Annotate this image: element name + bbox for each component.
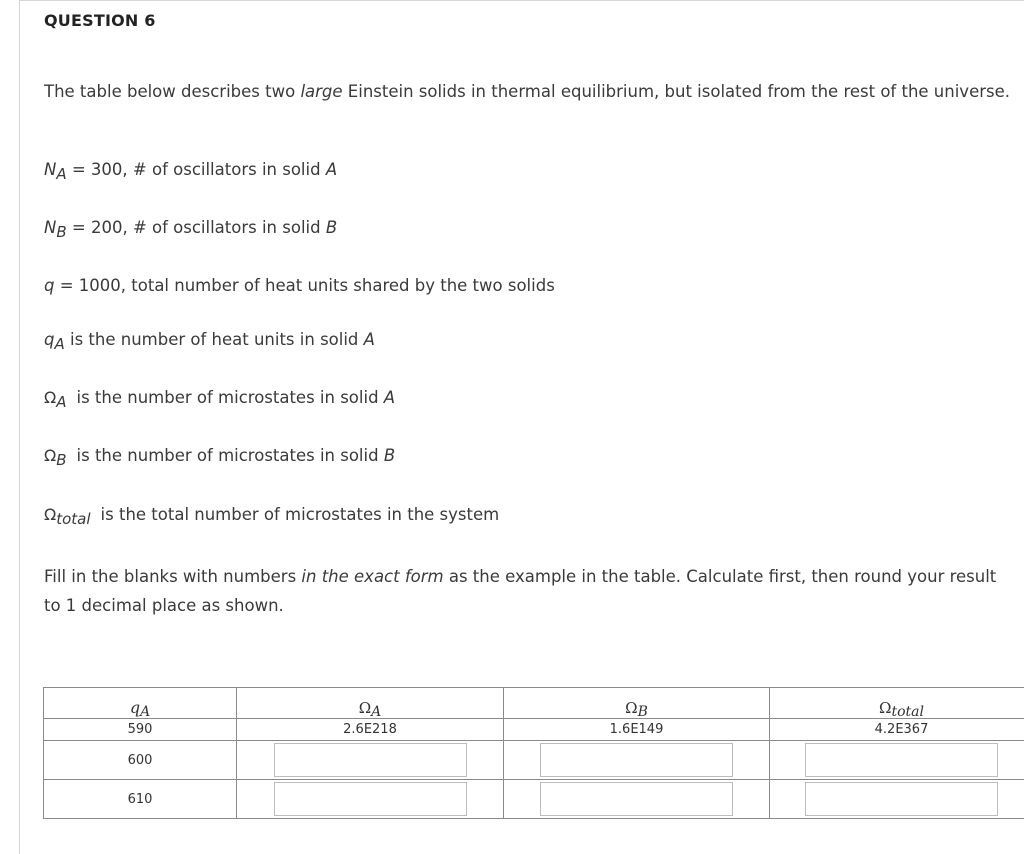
- instructions-emph: in the exact form: [301, 567, 444, 586]
- header-omega-b-subscript: B: [637, 704, 648, 720]
- row2-omega-b-cell: [504, 780, 770, 819]
- row2-omega-total-cell: [770, 780, 1024, 819]
- definition-omega-a: [44, 388, 396, 411]
- omega-b-tail: B: [383, 446, 396, 465]
- table-row: [44, 741, 1024, 780]
- row2-omega-a-cell: [237, 780, 504, 819]
- intro-before: The table below describes two: [44, 82, 301, 101]
- na-symbol: N: [44, 160, 57, 179]
- row1-omega-total-input[interactable]: [805, 743, 998, 777]
- instructions-before: Fill in the blanks with numbers: [44, 567, 302, 586]
- table-header-row: [44, 688, 1024, 719]
- nb-tail: B: [325, 218, 338, 237]
- omega-b-subscript: B: [56, 451, 67, 469]
- definition-q: [44, 276, 555, 295]
- qa-tail: A: [363, 330, 375, 349]
- header-omega-a: [237, 688, 504, 719]
- q-symbol: q: [44, 276, 55, 295]
- row2-qa: 610: [44, 780, 237, 819]
- header-omega-b: [504, 688, 770, 719]
- omega-b-symbol: Ω: [44, 446, 57, 465]
- definition-omega-b: [44, 446, 396, 469]
- table-row: [44, 780, 1024, 819]
- intro-emph: large: [300, 82, 343, 101]
- omega-b-text: is the number of microstates in solid: [76, 446, 384, 465]
- row2-omega-b-input[interactable]: [540, 782, 733, 816]
- row1-omega-b-cell: [504, 741, 770, 780]
- header-qa-subscript: A: [140, 704, 151, 720]
- instructions-after: as the example in the table. Calculate first, then round your result to 1 decimal place as shown.: [44, 567, 997, 615]
- omega-a-text: is the number of microstates in solid: [76, 388, 384, 407]
- top-border: [19, 0, 1024, 1]
- header-omega-a-subscript: A: [371, 704, 382, 720]
- qa-symbol: q: [44, 330, 55, 349]
- header-qa: [44, 688, 237, 719]
- example-omega-total: 4.2E367: [770, 719, 1024, 741]
- row1-omega-a-cell: [237, 741, 504, 780]
- table-row-example: [44, 719, 1024, 741]
- na-tail: A: [325, 160, 338, 179]
- example-omega-b: 1.6E149: [504, 719, 770, 741]
- intro-paragraph: [44, 77, 1016, 106]
- row2-omega-a-input[interactable]: [274, 782, 467, 816]
- row1-omega-total-cell: [770, 741, 1024, 780]
- definition-na: [44, 160, 338, 183]
- header-qa-symbol: q: [129, 698, 141, 717]
- header-omega-a-symbol: Ω: [358, 699, 372, 717]
- row1-omega-a-input[interactable]: [274, 743, 467, 777]
- na-subscript: A: [56, 165, 67, 183]
- nb-symbol: N: [44, 218, 57, 237]
- row1-omega-b-input[interactable]: [540, 743, 733, 777]
- qa-text: is the number of heat units in solid: [64, 330, 364, 349]
- q-text: = 1000, total number of heat units shared by the two solids: [54, 276, 555, 295]
- question-title: QUESTION 6: [44, 11, 156, 30]
- nb-subscript: B: [56, 223, 67, 241]
- intro-after: Einstein solids in thermal equilibrium, but isolated from the rest of the universe.: [342, 82, 1010, 101]
- example-omega-a: 2.6E218: [237, 719, 504, 741]
- definition-nb: [44, 218, 338, 241]
- header-omega-total: [770, 688, 1024, 719]
- omega-a-tail: A: [383, 388, 396, 407]
- omega-total-subscript: total: [56, 510, 91, 528]
- row1-qa: 600: [44, 741, 237, 780]
- example-qa: 590: [44, 719, 237, 741]
- qa-subscript: A: [54, 335, 65, 353]
- na-text: = 300, # of oscillators in solid: [66, 160, 326, 179]
- instructions-paragraph: [44, 562, 1016, 620]
- omega-a-symbol: Ω: [44, 388, 57, 407]
- omega-total-text: is the total number of microstates in the system: [100, 505, 500, 524]
- header-omega-total-symbol: Ω: [879, 699, 892, 717]
- header-omega-b-symbol: Ω: [625, 699, 638, 717]
- row2-omega-total-input[interactable]: [805, 782, 998, 816]
- definition-qa: [44, 330, 375, 353]
- left-border: [19, 0, 20, 854]
- omega-total-symbol: Ω: [44, 505, 57, 524]
- answer-table: [43, 687, 1024, 819]
- definition-omega-total: [44, 505, 500, 528]
- omega-a-subscript: A: [56, 393, 67, 411]
- nb-text: = 200, # of oscillators in solid: [66, 218, 326, 237]
- header-omega-total-subscript: total: [891, 704, 924, 720]
